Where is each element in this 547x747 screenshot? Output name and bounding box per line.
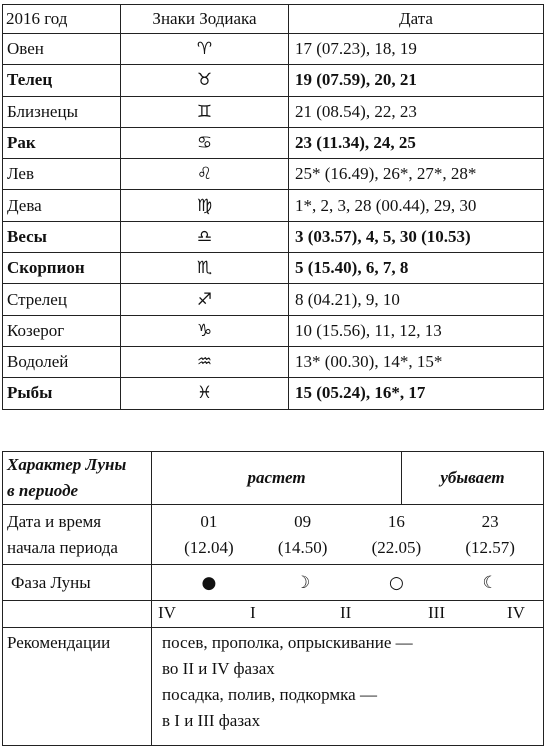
new-moon-icon: ● bbox=[201, 572, 217, 593]
period-start-label-line1: Дата и время bbox=[7, 511, 102, 531]
zodiac-dates: 17 (07.23), 18, 19 bbox=[289, 34, 544, 65]
capricorn-icon: ♑︎ bbox=[121, 315, 289, 346]
period-date bbox=[350, 509, 444, 561]
recommendations-text bbox=[152, 630, 543, 734]
moon-character-label-line1: Характер Луны bbox=[7, 455, 127, 474]
recommendation-line: посев, прополка, опрыскивание — bbox=[162, 633, 413, 652]
recommendations-row bbox=[3, 628, 544, 746]
zodiac-dates: 15 (05.24), 16*, 17 bbox=[289, 378, 544, 409]
zodiac-sign-name: Козерог bbox=[3, 315, 121, 346]
zodiac-dates: 1*, 2, 3, 28 (00.44), 29, 30 bbox=[289, 190, 544, 221]
zodiac-sign-name: Близнецы bbox=[3, 96, 121, 127]
zodiac-row bbox=[3, 65, 544, 96]
zodiac-dates: 13* (00.30), 14*, 15* bbox=[289, 346, 544, 377]
recommendation-line: посадка, полив, подкормка — bbox=[162, 685, 377, 704]
moon-quarter-label: IV bbox=[158, 603, 176, 622]
waxing-label: растет bbox=[152, 452, 402, 505]
zodiac-dates: 21 (08.54), 22, 23 bbox=[289, 96, 544, 127]
period-day: 16 bbox=[387, 511, 405, 531]
zodiac-body bbox=[3, 34, 544, 410]
last-quarter-moon-icon: ☾ bbox=[482, 572, 498, 593]
period-date bbox=[162, 509, 256, 561]
zodiac-row bbox=[3, 284, 544, 315]
zodiac-row bbox=[3, 221, 544, 252]
zodiac-sign-name: Телец bbox=[3, 65, 121, 96]
zodiac-row bbox=[3, 190, 544, 221]
first-quarter-moon-icon: ☽ bbox=[295, 572, 311, 593]
quarters-blank-cell bbox=[3, 601, 152, 628]
zodiac-dates: 10 (15.56), 11, 12, 13 bbox=[289, 315, 544, 346]
zodiac-dates: 23 (11.34), 24, 25 bbox=[289, 127, 544, 158]
zodiac-dates: 25* (16.49), 26*, 27*, 28* bbox=[289, 159, 544, 190]
dates-header: Дата bbox=[289, 5, 544, 34]
zodiac-sign-name: Лев bbox=[3, 159, 121, 190]
zodiac-sign-name: Скорпион bbox=[3, 253, 121, 284]
taurus-icon: ♉︎ bbox=[121, 65, 289, 96]
zodiac-row bbox=[3, 378, 544, 409]
year-header: 2016 год bbox=[3, 5, 121, 34]
aries-icon: ♈︎ bbox=[121, 34, 289, 65]
moon-phase-symbols bbox=[152, 573, 543, 593]
waning-label: убывает bbox=[402, 452, 544, 505]
recommendations-cell bbox=[152, 628, 544, 746]
cancer-icon: ♋︎ bbox=[121, 127, 289, 158]
zodiac-dates: 19 (07.59), 20, 21 bbox=[289, 65, 544, 96]
quarters-row bbox=[3, 601, 544, 628]
period-start-label bbox=[3, 505, 152, 565]
scorpio-icon: ♏︎ bbox=[121, 253, 289, 284]
zodiac-sign-name: Рак bbox=[3, 127, 121, 158]
moon-character-label-line2: в периоде bbox=[7, 481, 79, 500]
zodiac-sign-name: Рыбы bbox=[3, 378, 121, 409]
moon-phase-row bbox=[3, 565, 544, 601]
leo-icon: ♌︎ bbox=[121, 159, 289, 190]
zodiac-dates: 5 (15.40), 6, 7, 8 bbox=[289, 253, 544, 284]
signs-header: Знаки Зодиака bbox=[121, 5, 289, 34]
quarters-cell bbox=[152, 601, 544, 628]
full-moon-icon: ○ bbox=[388, 572, 404, 593]
sagittarius-icon: ♐︎ bbox=[121, 284, 289, 315]
zodiac-dates: 3 (03.57), 4, 5, 30 (10.53) bbox=[289, 221, 544, 252]
moon-phase-label: Фаза Луны bbox=[3, 565, 152, 601]
zodiac-sign-name: Водолей bbox=[3, 346, 121, 377]
period-dates-cell bbox=[152, 505, 544, 565]
zodiac-row bbox=[3, 34, 544, 65]
moon-character-label bbox=[3, 452, 152, 505]
zodiac-row bbox=[3, 127, 544, 158]
period-date bbox=[256, 509, 350, 561]
zodiac-header-row bbox=[3, 5, 544, 34]
moon-quarters bbox=[152, 601, 543, 627]
zodiac-row bbox=[3, 346, 544, 377]
period-time: (12.57) bbox=[465, 537, 515, 557]
zodiac-row bbox=[3, 315, 544, 346]
zodiac-sign-name: Дева bbox=[3, 190, 121, 221]
gemini-icon: ♊︎ bbox=[121, 96, 289, 127]
recommendation-line: в I и III фазах bbox=[162, 711, 261, 730]
moon-quarter-label: IV bbox=[507, 603, 525, 622]
moon-quarter-label: III bbox=[428, 603, 445, 622]
zodiac-row bbox=[3, 96, 544, 127]
period-day: 23 bbox=[481, 511, 499, 531]
zodiac-dates-table bbox=[2, 4, 544, 410]
period-day: 09 bbox=[294, 511, 312, 531]
period-dates bbox=[152, 509, 543, 561]
period-day: 01 bbox=[200, 511, 218, 531]
moon-phase-cell bbox=[152, 565, 544, 601]
virgo-icon: ♍︎ bbox=[121, 190, 289, 221]
zodiac-row bbox=[3, 159, 544, 190]
aquarius-icon: ♒︎ bbox=[121, 346, 289, 377]
period-time: (12.04) bbox=[184, 537, 234, 557]
recommendations-label: Рекомендации bbox=[3, 628, 152, 746]
period-time: (14.50) bbox=[277, 537, 328, 557]
zodiac-row bbox=[3, 253, 544, 284]
period-time: (22.05) bbox=[371, 537, 422, 557]
pisces-icon: ♓︎ bbox=[121, 378, 289, 409]
zodiac-sign-name: Стрелец bbox=[3, 284, 121, 315]
period-date bbox=[443, 509, 537, 561]
zodiac-sign-name: Весы bbox=[3, 221, 121, 252]
libra-icon: ♎︎ bbox=[121, 221, 289, 252]
recommendation-line: во II и IV фазах bbox=[162, 659, 275, 678]
moon-quarter-label: II bbox=[340, 603, 352, 622]
period-start-label-line2: начала периода bbox=[7, 537, 118, 557]
zodiac-sign-name: Овен bbox=[3, 34, 121, 65]
moon-quarter-label: I bbox=[250, 603, 256, 622]
moon-phase-table bbox=[2, 451, 544, 746]
zodiac-dates: 8 (04.21), 9, 10 bbox=[289, 284, 544, 315]
period-start-row bbox=[3, 505, 544, 565]
moon-character-row bbox=[3, 452, 544, 505]
